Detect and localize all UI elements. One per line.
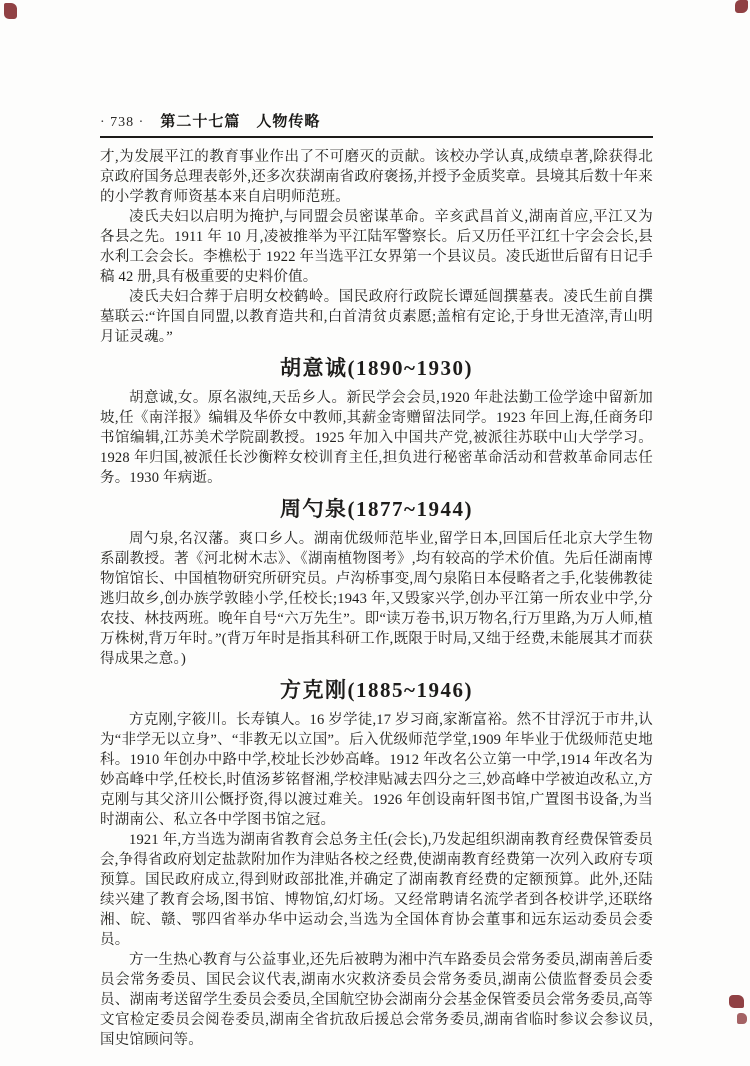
page-content (100, 110, 653, 1050)
running-header (100, 110, 653, 138)
chapter-title: 第二十七篇 人物传略 (160, 114, 321, 130)
entry-heading-fang-kegang: 方克刚(1885~1946) (280, 678, 473, 702)
entry-heading-zhou-shaoquan: 周勺泉(1877~1944) (280, 497, 473, 521)
paragraph: 凌氏夫妇合葬于启明女校鹤岭。国民政府行政院长谭延闿撰墓表。凌氏生前自撰墓联云:“许国自同盟,以教育造共和,白首清贫贞素愿;盖棺有定论,于身世无渣滓,青山明月证灵魂。” (100, 289, 653, 345)
scan-artifact-right-lower-2 (737, 1013, 747, 1024)
paragraph: 凌氏夫妇以启明为掩护,与同盟会员密谋革命。辛亥武昌首义,湖南首应,平江又为各县之先。1911 年 10 月,凌被推举为平江陆军警察长。后又历任平江红十字会会长,县水利工会会长。李樵松于 1922 年当选平江女界第一个县议员。凌氏逝世后留有日记手稿 42 册,具有极重要的史料价值。 (100, 209, 653, 285)
entry-heading-hu-yicheng: 胡意诚(1890~1930) (280, 356, 473, 380)
paragraph: 周勺泉,名汉藩。爽口乡人。湖南优级师范毕业,留学日本,回国后任北京大学生物系副教授。著《河北树木志》、《湖南植物图考》,均有较高的学术价值。先后任湖南博物馆馆长、中国植物研究所研究员。卢沟桥事变,周勺泉陷日本侵略者之手,化装佛教徒逃归故乡,创办族学敦睦小学,任校长;1943 年,又毁家兴学,创办平江第一所农业中学,分农技、林技两班。晚年自号“六万先生”。即“读万卷书,识万物名,行万里路,为万人师,植万株树,背万年时。”(背万年时是指其科研工作,既限于时局,又绌于经费,未能展其才而获得成果之意。) (100, 531, 653, 667)
paragraph: 方一生热心教育与公益事业,还先后被聘为湘中汽车路委员会常务委员,湖南善后委员会常务委员、国民会议代表,湖南水灾救济委员会常务委员,湖南公债监督委员会委员、湖南考送留学生委员会委员,全国航空协会湖南分会基金保管委员会常务委员,高等文官检定委员会阅卷委员,湖南全省抗敌后援总会常务委员,湖南省临时参议会参议员,国史馆顾问等。 (100, 952, 653, 1048)
paragraph: 方克刚,字筱川。长寿镇人。16 岁学徒,17 岁习商,家渐富裕。然不甘浮沉于市井,认为“非学无以立身”、“非教无以立国”。后入优级师范学堂,1909 年毕业于优级师范史地科。1910 年创办中路中学,校址长沙妙高峰。1912 年改名公立第一中学,1914 年改名为妙高峰中学,任校长,时值汤芗铭督湘,学校津贴减去四分之三,妙高峰中学被迫改私立,方克刚与其父济川公慨抒资,得以渡过难关。1926 年创设南轩图书馆,广置图书设备,为当时湖南公、私立各中学图书馆之冠。 (100, 712, 653, 828)
paragraph-continuation: 才,为发展平江的教育事业作出了不可磨灭的贡献。该校办学认真,成绩卓著,除获得北京政府国务总理表彰外,还多次获湖南省政府褒扬,并授予金质奖章。县境其后数十年来的小学教育师资基本来自启明师范班。 (100, 149, 653, 205)
scan-artifact-top-left (4, 3, 17, 19)
scan-artifact-top-right (735, 0, 748, 13)
page-number: · 738 · (100, 115, 145, 130)
scan-artifact-right-lower (729, 995, 744, 1008)
page-body (100, 147, 653, 1050)
paragraph: 胡意诚,女。原名淑纯,天岳乡人。新民学会会员,1920 年赴法勤工俭学途中留新加坡,任《南洋报》编辑及华侨女中教师,其薪金寄赠留法同学。1923 年回上海,任商务印书馆编辑,江苏美术学院副教授。1925 年加入中国共产党,被派往苏联中山大学学习。1928 年归国,被派任长沙衡粹女校训育主任,担负进行秘密革命活动和营救革命同志任务。1930 年病逝。 (100, 390, 653, 486)
paragraph: 1921 年,方当选为湖南省教育会总务主任(会长),乃发起组织湖南教育经费保管委员会,争得省政府划定盐款附加作为津贴各校之经费,使湖南教育经费第一次列入政府专项预算。国民政府成立,得到财政部批准,并确定了湖南教育经费的定额预算。此外,还陆续兴建了教育会场,图书馆、博物馆,幻灯场。又经常聘请名流学者到各校讲学,还联络湘、皖、赣、鄂四省举办华中运动会,当选为全国体育协会董事和远东运动委员会委员。 (100, 832, 653, 948)
